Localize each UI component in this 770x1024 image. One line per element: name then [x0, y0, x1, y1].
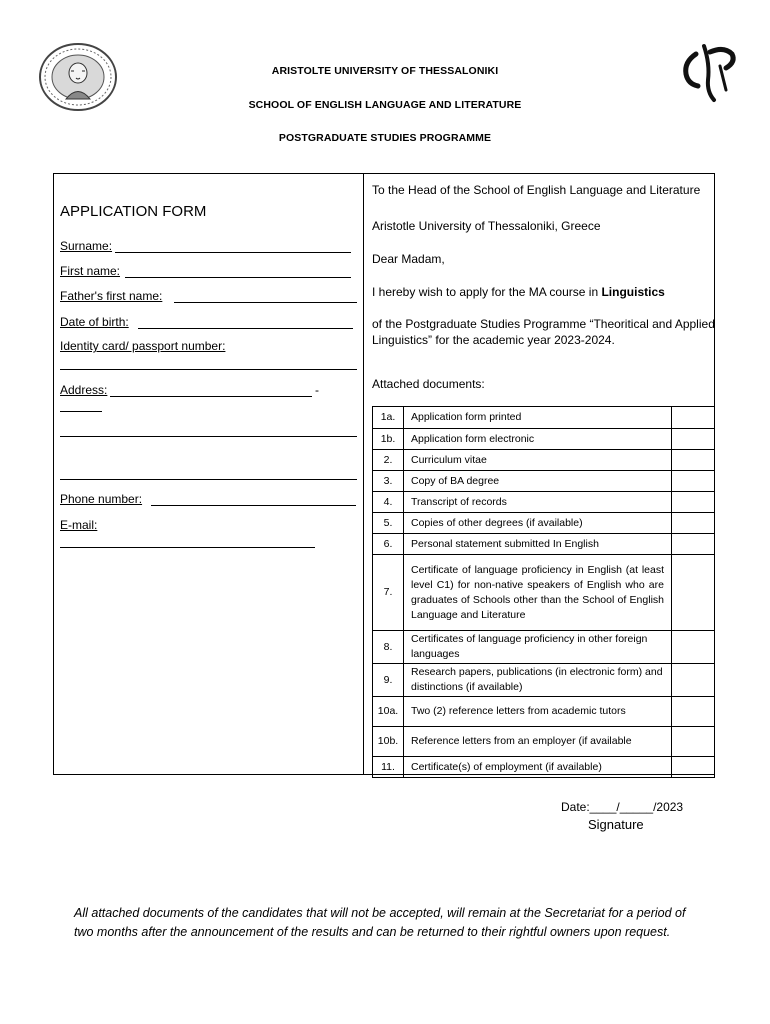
document-number: 4. [373, 492, 404, 513]
address-line-1[interactable] [60, 411, 102, 412]
document-description: Certificates of language proficiency in other foreign languages [404, 631, 672, 664]
document-number: 8. [373, 631, 404, 664]
document-row [373, 513, 715, 534]
document-row [373, 664, 715, 697]
date-of-birth-field[interactable] [138, 328, 353, 329]
letter-wish-line [372, 284, 715, 300]
document-checkbox[interactable] [672, 631, 715, 664]
attached-documents-table [372, 406, 715, 778]
document-row [373, 429, 715, 450]
letter-greeting: Dear Madam, [372, 252, 445, 266]
document-checkbox[interactable] [672, 555, 715, 631]
letter-university-line: Aristotle University of Thessaloniki, Greece [372, 219, 601, 233]
document-description: Copies of other degrees (if available) [404, 513, 672, 534]
address-line-2[interactable] [60, 436, 357, 437]
document-checkbox[interactable] [672, 757, 715, 778]
identity-card-label: Identity card/ passport number: [60, 339, 226, 353]
date-of-birth-label: Date of birth: [60, 315, 129, 329]
document-number: 11. [373, 757, 404, 778]
document-number: 10a. [373, 697, 404, 727]
document-description: Two (2) reference letters from academic tutors [404, 697, 672, 727]
document-number: 1a. [373, 407, 404, 429]
phone-label: Phone number: [60, 492, 143, 506]
letter-to-line: To the Head of the School of English Language and Literature [372, 183, 701, 197]
document-row [373, 471, 715, 492]
document-description: Certificate(s) of employment (if available) [404, 757, 672, 778]
document-description: Application form electronic [404, 429, 672, 450]
footer-note: All attached documents of the candidates that will not be accepted, will remain at the Secretariat for a period of two months after the announcement of the results and can be returned to their rightful owners upon request. [74, 906, 686, 939]
document-row [373, 534, 715, 555]
address-field[interactable] [110, 396, 312, 397]
course-name: Linguistics [601, 285, 665, 299]
document-description: Application form printed [404, 407, 672, 429]
document-checkbox[interactable] [672, 697, 715, 727]
fathers-name-field[interactable] [174, 302, 357, 303]
document-checkbox[interactable] [672, 664, 715, 697]
document-row [373, 492, 715, 513]
document-description: Personal statement submitted In English [404, 534, 672, 555]
fathers-name-label: Father's first name: [60, 289, 163, 303]
first-name-field[interactable] [125, 277, 351, 278]
document-number: 9. [373, 664, 404, 697]
document-number: 7. [373, 555, 404, 631]
document-description: Curriculum vitae [404, 450, 672, 471]
university-name: ARISTOLTE UNIVERSITY OF THESSALONIKI [271, 65, 499, 77]
email-label: E-mail: [60, 518, 98, 532]
document-row [373, 697, 715, 727]
document-checkbox[interactable] [672, 471, 715, 492]
document-row [373, 555, 715, 631]
document-number: 1b. [373, 429, 404, 450]
document-description: Research papers, publications (in electronic form) and distinctions (if available) [404, 664, 672, 697]
document-row [373, 757, 715, 778]
first-name-label: First name: [60, 264, 121, 278]
document-description: Transcript of records [404, 492, 672, 513]
email-field[interactable] [60, 547, 315, 548]
address-dash: - [315, 383, 319, 397]
document-checkbox[interactable] [672, 534, 715, 555]
document-checkbox[interactable] [672, 407, 715, 429]
identity-card-field[interactable] [60, 369, 357, 370]
wish-prefix: I hereby wish to apply for the MA course in [372, 285, 599, 299]
address-label: Address: [60, 383, 108, 397]
programme-name: POSTGRADUATE STUDIES PROGRAMME [278, 132, 492, 144]
date-field[interactable]: Date:____/_____/2023 [561, 800, 684, 814]
document-checkbox[interactable] [672, 450, 715, 471]
document-checkbox[interactable] [672, 727, 715, 757]
signature-label: Signature [588, 817, 644, 832]
document-row [373, 450, 715, 471]
document-row [373, 407, 715, 429]
column-divider [363, 173, 364, 775]
document-description: Copy of BA degree [404, 471, 672, 492]
document-number: 6. [373, 534, 404, 555]
document-description: Reference letters from an employer (if available [404, 727, 672, 757]
surname-field[interactable] [115, 252, 351, 253]
document-row [373, 631, 715, 664]
document-checkbox[interactable] [672, 513, 715, 534]
document-row [373, 727, 715, 757]
document-number: 2. [373, 450, 404, 471]
document-number: 5. [373, 513, 404, 534]
letter-programme-line: of the Postgraduate Studies Programme “Theoritical and Applied Linguistics” for the academic year 2023-2024. [372, 317, 715, 347]
document-checkbox[interactable] [672, 429, 715, 450]
phone-field[interactable] [151, 505, 356, 506]
address-line-3[interactable] [60, 479, 357, 480]
document-checkbox[interactable] [672, 492, 715, 513]
document-number: 10b. [373, 727, 404, 757]
surname-label: Surname: [60, 239, 113, 253]
attached-documents-title: Attached documents: [372, 377, 485, 391]
document-description: Certificate of language proficiency in English (at least level C1) for non-native speakers of English who are graduates of Schools other than the School of English Language and Literature [404, 555, 672, 631]
document-number: 3. [373, 471, 404, 492]
school-name: SCHOOL OF ENGLISH LANGUAGE AND LITERATURE [248, 99, 522, 111]
form-title: APPLICATION FORM [60, 203, 207, 220]
